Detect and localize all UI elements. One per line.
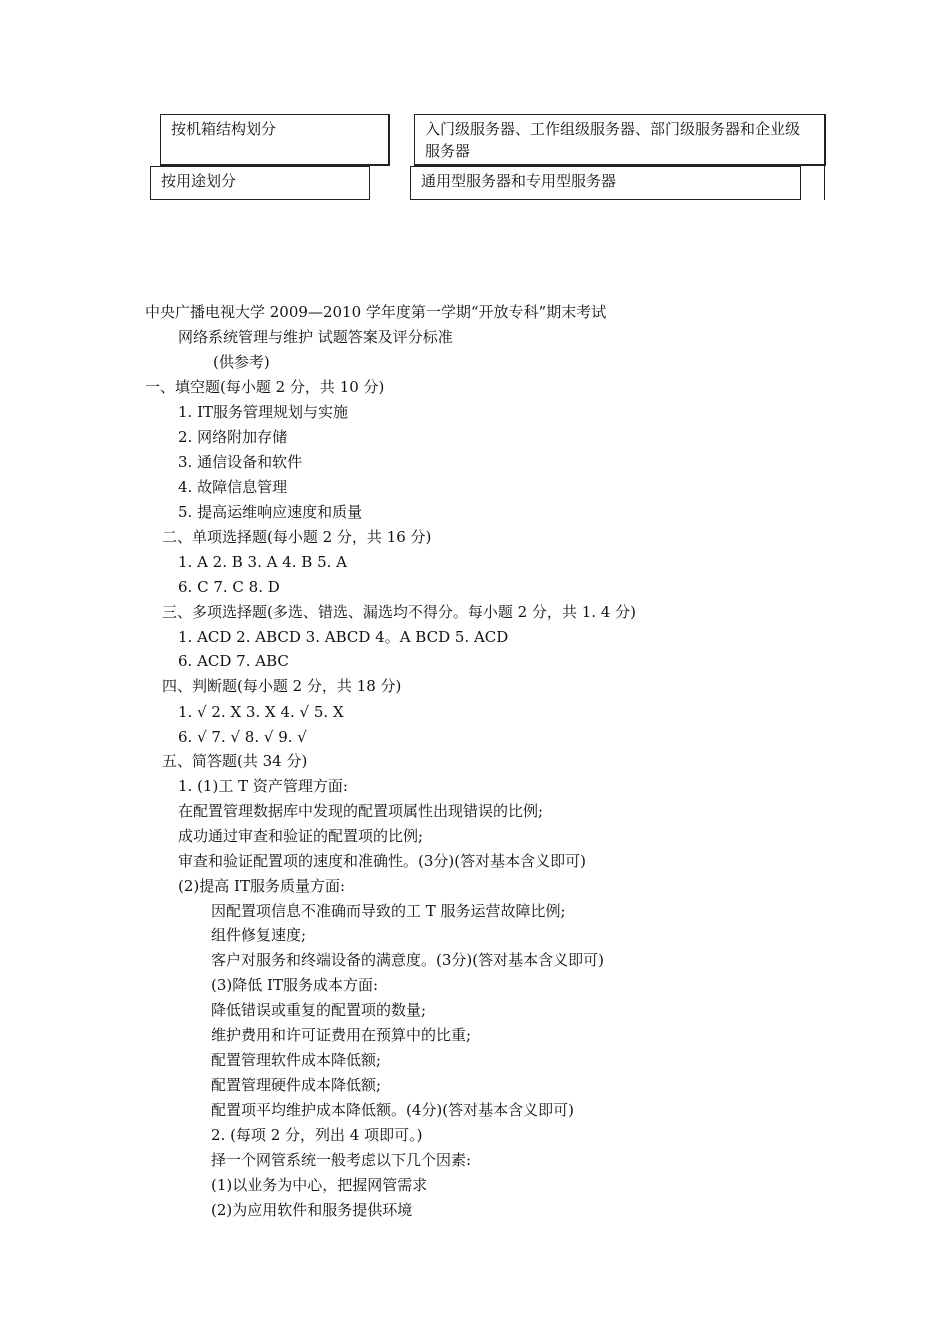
answer-line: (3)降低 IT服务成本方面:	[211, 976, 379, 994]
answer-line: 6. C 7. C 8. D	[178, 578, 280, 596]
answer-line: 1. A 2. B 3. A 4. B 5. A	[178, 553, 348, 571]
table-border-line	[824, 166, 825, 200]
answer-line: 2. (每项 2 分，列出 4 项即可。)	[211, 1126, 423, 1144]
section-heading: 二、单项选择题(每小题 2 分，共 16 分)	[162, 528, 432, 546]
answer-line: 配置项平均维护成本降低额。(4分)(答对基本含义即可)	[211, 1101, 574, 1119]
answer-line: 1. √ 2. X 3. X 4. √ 5. X	[178, 703, 344, 721]
table-cell-category: 按机箱结构划分	[160, 114, 390, 166]
answer-line: 1. IT服务管理规划与实施	[178, 403, 349, 421]
answer-line: 在配置管理数据库中发现的配置项属性出现错误的比例;	[178, 802, 544, 820]
answer-line: 1. ACD 2. ABCD 3. ABCD 4。A BCD 5. ACD	[178, 628, 509, 646]
section-heading: 三、多项选择题(多选、错选、漏选均不得分。每小题 2 分，共 1. 4 分)	[162, 603, 636, 621]
answer-line: 6. √ 7. √ 8. √ 9. √	[178, 728, 307, 746]
course-title: 网络系统管理与维护 试题答案及评分标准	[178, 328, 453, 346]
section-heading: 四、判断题(每小题 2 分，共 18 分)	[162, 677, 402, 695]
table-cell-detail: 入门级服务器、工作组级服务器、部门级服务器和企业级服务器	[414, 114, 826, 166]
table-cell-category: 按用途划分	[150, 166, 370, 200]
answer-line: 维护费用和许可证费用在预算中的比重;	[211, 1026, 472, 1044]
answer-line: (2)为应用软件和服务提供环境	[211, 1201, 413, 1219]
answer-line: 客户对服务和终端设备的满意度。(3分)(答对基本含义即可)	[211, 951, 604, 969]
answer-line: 2. 网络附加存储	[178, 428, 288, 446]
answer-line: 降低错误或重复的配置项的数量;	[211, 1001, 427, 1019]
answer-line: 审查和验证配置项的速度和准确性。(3分)(答对基本含义即可)	[178, 852, 586, 870]
table-cell-detail: 通用型服务器和专用型服务器	[410, 166, 801, 200]
answer-line: (1)以业务为中心，把握网管需求	[211, 1176, 428, 1194]
answer-line: (2)提高 IT服务质量方面:	[178, 877, 346, 895]
answer-line: 3. 通信设备和软件	[178, 453, 303, 471]
answer-line: 4. 故障信息管理	[178, 478, 288, 496]
answer-line: 1. (1)工 T 资产管理方面:	[178, 777, 348, 795]
answer-line: 择一个网管系统一般考虑以下几个因素:	[211, 1151, 472, 1169]
answer-line: 因配置项信息不准确而导致的工 T 服务运营故障比例;	[211, 902, 566, 920]
answer-line: 配置管理硬件成本降低额;	[211, 1076, 382, 1094]
answer-line: 成功通过审查和验证的配置项的比例;	[178, 827, 424, 845]
reference-note: (供参考)	[213, 353, 270, 371]
exam-title: 中央广播电视大学 2009—2010 学年度第一学期“开放专科”期末考试	[145, 303, 607, 321]
answer-line: 配置管理软件成本降低额;	[211, 1051, 382, 1069]
answer-line: 6. ACD 7. ABC	[178, 652, 289, 670]
answer-line: 组件修复速度;	[211, 926, 307, 944]
section-heading: 一、填空题(每小题 2 分，共 10 分)	[145, 378, 385, 396]
section-heading: 五、简答题(共 34 分)	[162, 752, 308, 770]
answer-line: 5. 提高运维响应速度和质量	[178, 503, 363, 521]
